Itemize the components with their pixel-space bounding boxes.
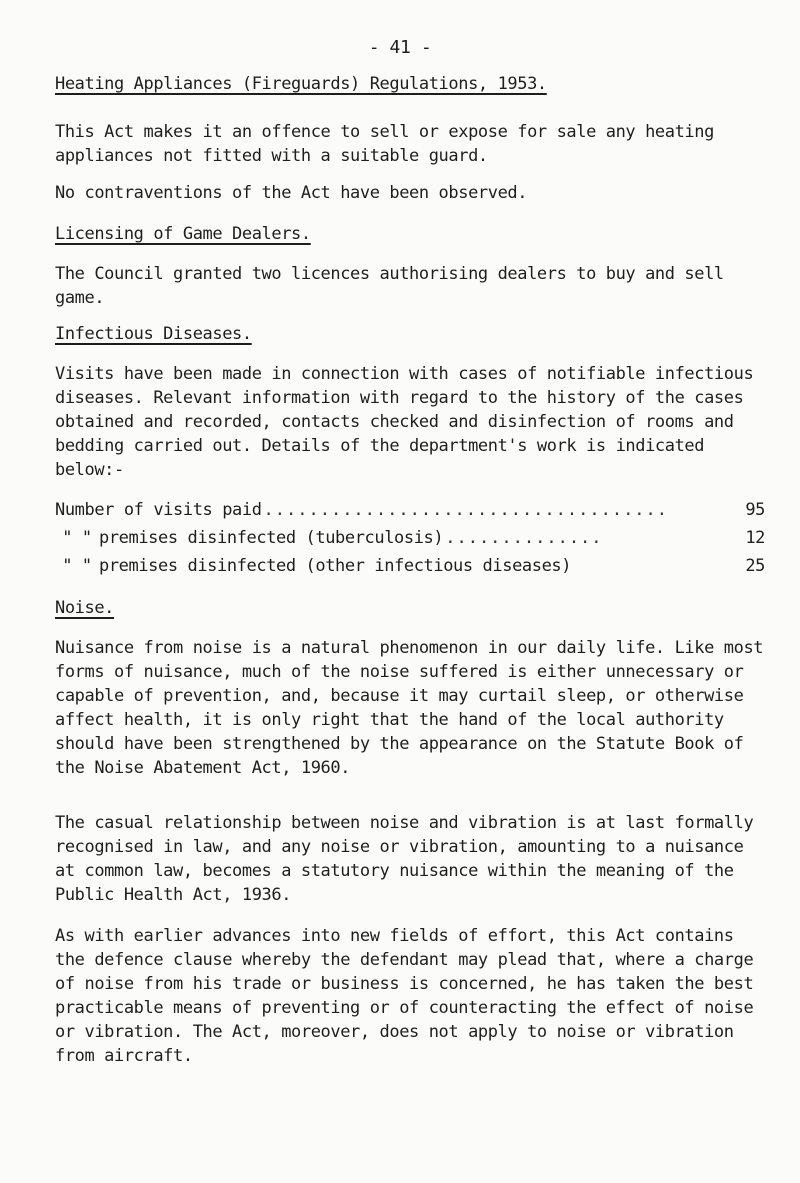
noise-paragraph-3: As with earlier advances into new fields of effort, this Act contains the defence clause whereby the defendant may plead that, where a charge of noise from his trade or business is concerned, he has taken the best practicable means of preventing or of counteracting the effect of noise or vibration. The Act, moreover, does not apply to noise or vibration from aircraft. bbox=[55, 926, 754, 1066]
other-diseases-label: premises disinfected (other infectious diseases) bbox=[99, 556, 572, 576]
tuberculosis-label: premises disinfected (tuberculosis) bbox=[99, 528, 444, 548]
fireguards-heading: Heating Appliances (Fireguards) Regulations, 1953. bbox=[55, 74, 547, 94]
fireguards-paragraph-2: No contraventions of the Act have been observed. bbox=[55, 183, 528, 203]
noise-heading: Noise. bbox=[55, 598, 115, 618]
visits-row bbox=[55, 498, 765, 522]
noise-paragraph-1: Nuisance from noise is a natural phenomenon in our daily life. Like most forms of nuisance, much of the noise suffered is either unnecessary or capable of prevention, and, because it may curtail sleep, or otherwise affect health, it is only right that the hand of the local authority should have been strengthened by the appearance on the Statute Book of the Noise Abatement Act, 1960. bbox=[55, 638, 764, 778]
noise-paragraph-2: The casual relationship between noise and vibration is at last formally recognised in law, and any noise or vibration, amounting to a nuisance at common law, becomes a statutory nuisance within the meaning of the Public Health Act, 1936. bbox=[55, 813, 754, 905]
tuberculosis-value: 12 bbox=[745, 528, 765, 548]
visits-value: 95 bbox=[745, 500, 765, 520]
tuberculosis-leader-dots: .............. bbox=[445, 528, 603, 548]
game-dealers-paragraph: The Council granted two licences authorising dealers to buy and sell game. bbox=[55, 264, 724, 308]
infectious-diseases-paragraph: Visits have been made in connection with cases of notifiable infectious diseases. Relevant information with regard to the history of the cases obtained and recorded, contacts checked and disinfection of rooms and bedding carried out. Details of the department's work is indicated below:- bbox=[55, 364, 754, 480]
page-number: - 41 - bbox=[368, 37, 432, 58]
ditto-marks: " " bbox=[62, 528, 92, 548]
game-dealers-heading: Licensing of Game Dealers. bbox=[55, 224, 311, 244]
fireguards-paragraph-1: This Act makes it an offence to sell or expose for sale any heating appliances not fitted with a suitable guard. bbox=[55, 122, 714, 166]
other-diseases-value: 25 bbox=[745, 556, 765, 576]
ditto-marks: " " bbox=[62, 556, 92, 576]
visits-leader-dots: .................................... bbox=[263, 500, 669, 520]
tuberculosis-row bbox=[55, 526, 765, 550]
infectious-diseases-heading: Infectious Diseases. bbox=[55, 324, 252, 344]
other-diseases-row bbox=[55, 554, 765, 578]
visits-label: Number of visits paid bbox=[55, 500, 262, 520]
